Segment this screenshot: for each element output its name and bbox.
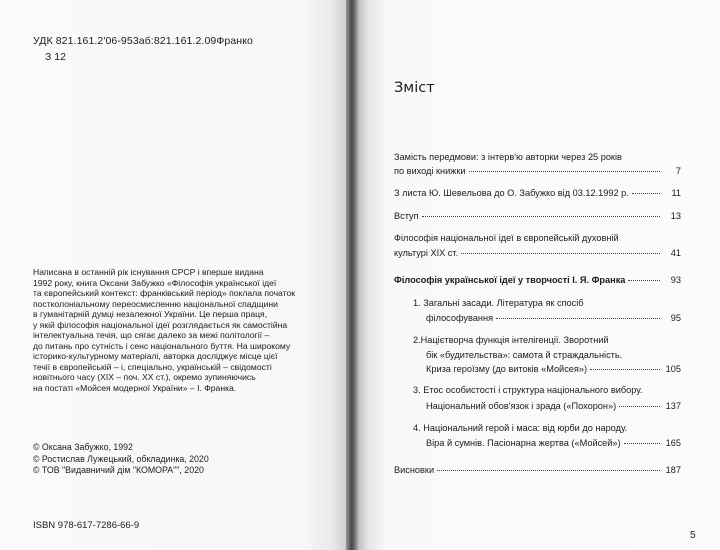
toc-page-number: 11 (671, 188, 681, 198)
toc-leader (422, 216, 660, 217)
annotation-line: течії в європейській – і, спеціально, українській – свідомості (33, 361, 272, 372)
annotation-line: історико-культурному матеріалі, авторка досліджує місце цієї (33, 351, 278, 361)
toc-entry-line (394, 465, 681, 475)
copyright-line: © Ростислав Лужецький, обкладинка, 2020 (33, 453, 209, 464)
toc-page-number: 41 (670, 248, 681, 258)
toc-entry-text: Філософія національної ідеї в європейській духовній (394, 233, 619, 243)
toc-entry-text: філософування (426, 313, 494, 323)
toc-entry-text: З листа Ю. Шевельова до О. Забужко від 03.12.1992 р. (394, 188, 629, 198)
page-number: 5 (690, 530, 696, 541)
toc-entry-text: Національний обов'язок і зрада («Похорон») (426, 401, 617, 411)
toc-leader (461, 253, 660, 254)
annotation-line: на постаті «Мойсея модерної України» – І. Франка. (33, 382, 237, 393)
toc-entry-line (394, 211, 681, 221)
toc-entry-line (413, 385, 642, 395)
annotation-line: в гуманітарній думці незалежної України. Це перша праця, (33, 309, 268, 319)
book-gutter (346, 0, 358, 550)
toc-leader (437, 470, 660, 471)
copyright-block (33, 442, 209, 477)
copyright-line: © ТОВ "Видавничий дім "КОМОРА"", 2020 (33, 465, 204, 475)
toc-leader (624, 443, 660, 444)
toc-entry-line (426, 313, 681, 323)
annotation-line: інтелектуальна течія, що сягає далеко за межі політології – (33, 330, 270, 340)
annotation-line: 1992 року, книга Оксани Забужко «Філософія української ідеї (33, 277, 277, 288)
toc-leader (469, 171, 660, 172)
toc-leader (619, 406, 660, 407)
toc-entry-text: Криза героїзму (до витоків «Мойсея») (426, 364, 588, 374)
toc-entry-text: 3. Етос особистості і структура національного вибору. (413, 385, 643, 395)
toc-page-number: 165 (665, 438, 681, 448)
toc-entry-text: Висновки (394, 465, 435, 475)
annotation-line: Написана в останній рік існування СРСР і вперше видана (33, 267, 264, 277)
toc-entry-text: Вступ (394, 211, 419, 221)
toc-leader (632, 193, 660, 194)
toc-page-number: 187 (665, 465, 681, 475)
toc-entry-line (426, 401, 681, 411)
annotation-line: до питань про сутність і сенс національного буття. На широкому (33, 340, 291, 351)
toc-entry-text: 2.Націєтворча функція інтелігенції. Зворотний (413, 335, 609, 345)
toc-entry-text: Замість передмови: з інтерв'ю авторки через 25 років (394, 152, 622, 162)
toc-leader (628, 280, 660, 281)
toc-entry-text: Віра й сумнів. Пасіонарна жертва («Мойсей») (426, 438, 621, 448)
toc-entry-text: Філософія української ідеї у творчості І. Я. Франка (394, 275, 626, 285)
toc-entry-line (426, 350, 622, 360)
toc-entry-line (394, 233, 619, 243)
toc-entry-line (394, 275, 681, 285)
copyright-line: © Оксана Забужко, 1992 (33, 442, 133, 452)
toc-entry-line (426, 364, 681, 374)
udk-code: УДК 821.161.2'06-953аб:821.161.2.09Франко (33, 35, 253, 47)
toc-entry-text: бік «будительства»: самота й страждальність. (426, 350, 623, 360)
toc-entry-line (394, 166, 681, 176)
toc-entry-line (413, 423, 627, 433)
toc-entry-line (426, 438, 681, 448)
isbn: ISBN 978-617-7286-66-9 (33, 520, 140, 531)
author-code: З 12 (45, 51, 66, 63)
toc-leader (590, 369, 660, 370)
annotation-line: новітнього часу (XIX – поч. XX ст.), окремо зупиняючись (33, 372, 256, 382)
toc-entry-line (394, 188, 681, 198)
toc-entry-text: по виході книжки (394, 166, 466, 176)
toc-page-number: 95 (670, 313, 681, 323)
annotation (33, 267, 333, 393)
toc-title: Зміст (394, 80, 435, 96)
toc-page-number: 7 (675, 166, 681, 176)
toc-page-number: 13 (670, 211, 681, 221)
toc-entry-line (394, 248, 681, 258)
toc-entry-line (413, 298, 584, 308)
toc-entry-text: 1. Загальні засади. Література як спосіб (413, 298, 584, 308)
toc-leader (496, 318, 660, 319)
toc-entry-text: культурі XIX ст. (394, 248, 459, 258)
toc-page-number: 93 (670, 275, 681, 285)
toc-page-number: 105 (665, 364, 681, 374)
annotation-line: у якій філософія національної ідеї розглядається як самостійна (33, 319, 288, 330)
annotation-line: постколоніальному переосмисленню національної спадщини (33, 298, 278, 309)
annotation-line: та європейський контекст: франківський період» поклала початок (33, 288, 296, 298)
toc-entry-line (394, 152, 622, 162)
toc-entry-line (413, 335, 609, 345)
toc-page-number: 137 (665, 401, 681, 411)
toc-entry-text: 4. Національний герой і маса: від юрби до народу. (413, 423, 628, 433)
